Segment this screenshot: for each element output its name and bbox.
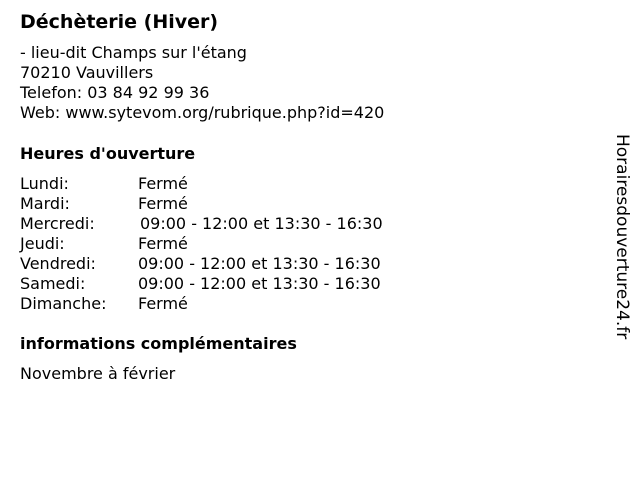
watermark-text: Horairesdouverture24.fr bbox=[612, 134, 632, 340]
day-hours: 09:00 - 12:00 et 13:30 - 16:30 bbox=[138, 254, 381, 273]
watermark bbox=[612, 134, 632, 370]
page-title: Déchèterie (Hiver) bbox=[20, 11, 219, 33]
day-hours: Fermé bbox=[138, 194, 188, 213]
website-link: Web: www.sytevom.org/rubrique.php?id=420 bbox=[20, 103, 385, 122]
day-hours: 09:00 - 12:00 et 13:30 - 16:30 bbox=[140, 214, 383, 233]
day-hours: Fermé bbox=[138, 234, 188, 253]
address-line: - lieu-dit Champs sur l'étang bbox=[20, 43, 247, 62]
day-label: Jeudi: bbox=[20, 234, 65, 253]
day-label: Mercredi: bbox=[20, 214, 95, 233]
page bbox=[20, 0, 600, 480]
day-hours: 09:00 - 12:00 et 13:30 - 16:30 bbox=[138, 274, 381, 293]
day-label: Mardi: bbox=[20, 194, 70, 213]
phone-number: Telefon: 03 84 92 99 36 bbox=[20, 83, 210, 102]
day-label: Vendredi: bbox=[20, 254, 96, 273]
address-block bbox=[20, 43, 384, 123]
day-label: Samedi: bbox=[20, 274, 86, 293]
address-city: 70210 Vauvillers bbox=[20, 63, 154, 82]
additional-info-text: Novembre à février bbox=[20, 364, 176, 383]
day-hours: Fermé bbox=[138, 294, 188, 313]
opening-hours-heading: Heures d'ouverture bbox=[20, 144, 196, 163]
additional-info-heading: informations complémentaires bbox=[20, 334, 297, 353]
day-hours: Fermé bbox=[138, 174, 188, 193]
day-label: Dimanche: bbox=[20, 294, 107, 313]
day-label: Lundi: bbox=[20, 174, 69, 193]
